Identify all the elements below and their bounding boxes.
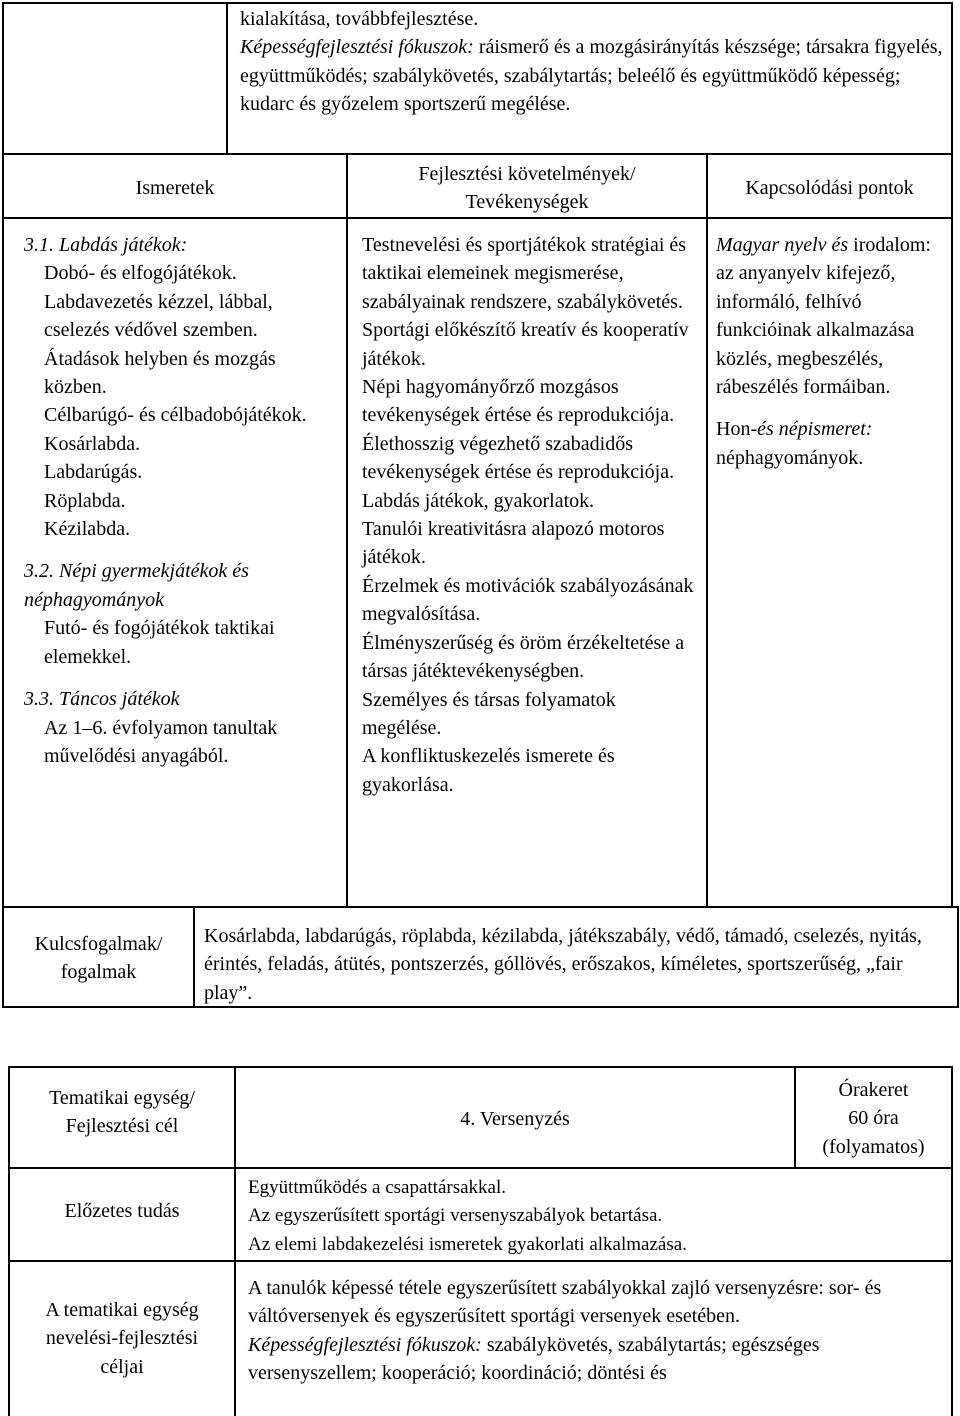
t1-col-divider-1	[346, 153, 348, 907]
kulcsfogalmak-label-line1: Kulcsfogalmak/	[34, 933, 163, 955]
list-item: Élethosszig végezhető szabadidős tevékenységek értése és reprodukciója.	[362, 432, 675, 484]
fejlesztesi-column	[362, 231, 700, 799]
list-item: Labdarúgás.	[44, 461, 143, 484]
top-box-focus-paragraph	[240, 33, 946, 118]
section-3-2-title: 3.2. Népi gyermekjátékok és néphagyományok	[24, 560, 249, 611]
list-item: Dobó- és elfogójátékok.	[44, 262, 237, 285]
tematikai-label-line2: Fejlesztési cél	[65, 1115, 179, 1138]
orakeret-label: Órakeret	[838, 1079, 909, 1101]
kapcsolodasi-item-1	[716, 231, 944, 401]
header-ismeretek-text: Ismeretek	[135, 177, 215, 199]
list-item: Labdavezetés kézzel, lábbal, cselezés védővel szemben.	[44, 290, 273, 342]
header-kapcsolodasi	[708, 174, 951, 202]
list-item: Kosárlabda.	[44, 432, 141, 455]
list-item: Együttműködés a csapattársakkal.	[248, 1177, 507, 1198]
kapcsolodasi-2-text: néphagyományok.	[716, 446, 864, 469]
list-item: Személyes és társas folyamatok megélése.	[362, 688, 616, 739]
top-box-text	[240, 5, 946, 119]
list-item: Kézilabda.	[44, 518, 131, 541]
celjai-label-line2: nevelési-fejlesztési	[45, 1327, 199, 1350]
orakeret-cell	[796, 1076, 951, 1161]
kapcsolodasi-item-2	[716, 415, 944, 472]
kapcsolodasi-2-italic: és népismeret:	[757, 418, 873, 441]
orakeret-note: (folyamatos)	[822, 1135, 925, 1158]
elozetes-label-text: Előzetes tudás	[64, 1200, 180, 1222]
tematikai-value-text: 4. Versenyzés	[460, 1108, 570, 1130]
celjai-focus-paragraph	[248, 1331, 942, 1388]
kapcsolodasi-1-italic: Magyar nyelv és	[716, 234, 849, 256]
celjai-focus-label: Képességfejlesztési fókuszok:	[248, 1333, 482, 1356]
kulcsfogalmak-label-line2: fogalmak	[60, 961, 137, 984]
t1-top-divider	[226, 2, 228, 154]
t1-top-border	[2, 2, 953, 4]
list-item: Labdás játékok, gyakorlatok.	[362, 489, 595, 512]
list-item: Tanulói kreativitásra alapozó motoros játékok.	[362, 518, 665, 569]
t1-kulcs-divider	[193, 906, 195, 1008]
t2-top-border	[8, 1066, 953, 1068]
t2-right-border	[951, 1066, 953, 1416]
list-item: A konfliktuskezelés ismerete és gyakorlása.	[362, 745, 615, 796]
top-box-focus-text: ráismerő és a mozgásirányítás készsége; társakra figyelés, együttműködés; szabálykövetés, szabálytartás; beleélő és együttműködő képesség; kudarc és győzelem sportszerű megélése.	[240, 36, 943, 116]
list-item: Röplabda.	[44, 489, 126, 512]
celjai-text: A tanulók képessé tétele egyszerűsített szabályokkal zajló versenyzésre: sor- és váltóversenyek és egyszerűsített sportági versenyek esetében.	[248, 1277, 882, 1328]
list-item: Sportági előkészítő kreatív és kooperatív játékok.	[362, 319, 689, 370]
elozetes-value	[248, 1174, 948, 1259]
top-box-line1: kialakítása, továbbfejlesztése.	[240, 8, 479, 30]
t2-row-line-2	[8, 1260, 953, 1262]
list-item: Testnevelési és sportjátékok stratégiai és taktikai elemeinek megismerése, szabályainak rendszere, szabálykövetés.	[362, 234, 687, 313]
kapcsolodasi-2-normal: Hon-	[716, 418, 758, 441]
celjai-value	[248, 1274, 942, 1388]
section-3-3-title: 3.3. Táncos játékok	[24, 688, 180, 711]
celjai-label	[10, 1296, 234, 1381]
kulcsfogalmak-label	[4, 930, 193, 987]
list-item: Élményszerűség és öröm érzékeltetése a társas játéktevékenységben.	[362, 631, 685, 683]
top-box-focus-label: Képességfejlesztési fókuszok:	[240, 36, 474, 59]
list-item: Célbarúgó- és célbadobójátékok.	[44, 404, 307, 427]
t1-left-border	[2, 2, 4, 907]
kulcsfogalmak-value: Kosárlabda, labdarúgás, röplabda, kézilabda, játékszabály, védő, támadó, cselezés, nyitás, érintés, feladás, átütés, pontszerzés, góllövés, erőszakos, kíméletes, sportszerűség, „fair play”.	[204, 925, 922, 1004]
list-item: Futó- és fogójátékok taktikai elemekkel.	[44, 617, 275, 668]
t1-kulcs-right-border	[957, 906, 959, 1008]
kapcsolodasi-1-text: irodalom: az anyanyelv kifejező, informáló, felhívó funkcióinak alkalmazása közlés, megbeszélés, rábeszélés formáiban.	[716, 234, 931, 399]
t1-header-top-line	[2, 153, 953, 155]
kapcsolodasi-column	[716, 231, 944, 472]
header-kapcsolodasi-text: Kapcsolódási pontok	[745, 177, 914, 199]
elozetes-label	[10, 1197, 234, 1225]
t1-header-bottom-line	[2, 217, 953, 219]
ismeretek-column	[24, 231, 342, 770]
celjai-label-line3: céljai	[100, 1355, 144, 1378]
list-item: Az egyszerűsített sportági versenyszabályok betartása.	[248, 1205, 663, 1227]
kulcsfogalmak-text	[204, 922, 952, 1007]
orakeret-value: 60 óra	[848, 1107, 899, 1130]
section-3-1-title: 3.1. Labdás játékok:	[24, 234, 188, 256]
list-item: Érzelmek és motivációk szabályozásának megvalósítása.	[362, 574, 694, 626]
t1-col-divider-2	[706, 153, 708, 907]
header-fejlesztesi-line1: Fejlesztési követelmények/	[418, 163, 636, 185]
tematikai-label-line1: Tematikai egység/	[49, 1087, 195, 1109]
section-3-3-list	[24, 714, 342, 771]
list-item: Az elemi labdakezelési ismeretek gyakorlati alkalmazása.	[248, 1233, 687, 1255]
celjai-label-line1: A tematikai egység	[45, 1299, 199, 1321]
header-fejlesztesi	[348, 160, 706, 217]
tematikai-value	[236, 1105, 794, 1133]
list-item: Népi hagyományőrző mozgásos tevékenységek értése és reprodukciója.	[362, 376, 675, 427]
section-3-2-list	[24, 614, 342, 671]
t2-row-line-1	[8, 1167, 953, 1169]
section-3-1-list	[24, 259, 342, 543]
t1-kulcs-top-line	[2, 906, 959, 908]
list-item: Az 1–6. évfolyamon tanultak művelődési anyagából.	[44, 716, 278, 767]
t1-right-border	[951, 2, 953, 907]
header-fejlesztesi-line2: Tevékenységek	[465, 191, 589, 214]
tematikai-label	[10, 1084, 234, 1141]
list-item: Átadások helyben és mozgás közben.	[44, 347, 276, 399]
header-ismeretek	[4, 174, 346, 202]
celjai-focus-text: szabálykövetés, szabálytartás; egészséges versenyszellem; kooperáció; koordináció; döntési és	[248, 1333, 820, 1385]
